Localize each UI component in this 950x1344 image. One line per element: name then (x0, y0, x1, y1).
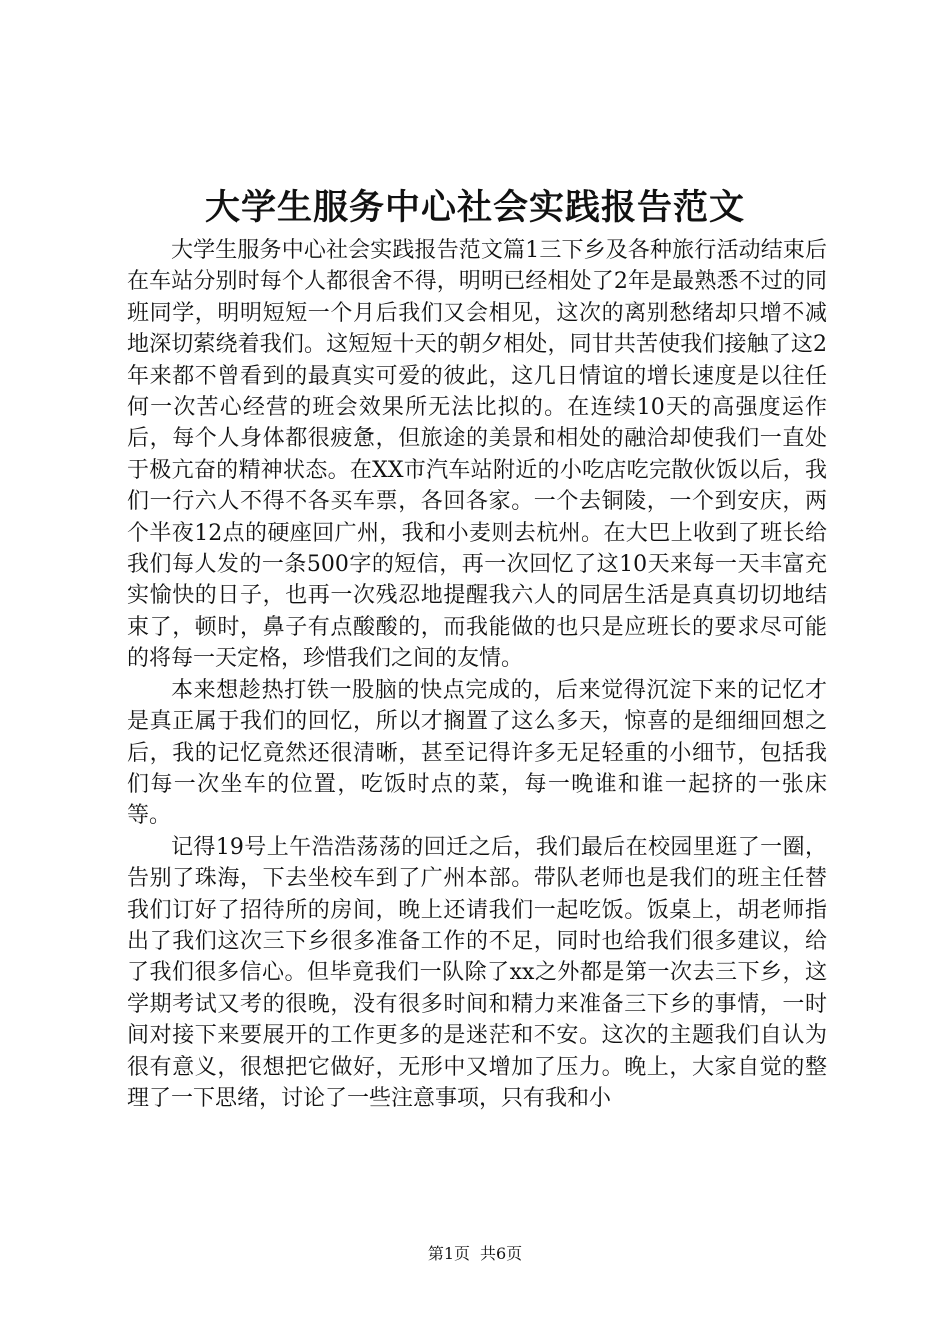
paragraph-1: 大学生服务中心社会实践报告范文篇1三下乡及各种旅行活动结束后在车站分别时每个人都很舍不得，明明已经相处了2年是最熟悉不过的同班同学，明明短短一个月后我们又会相见，这次的离别愁绪却只增不减地深切萦绕着我们。这短短十天的朝夕相处，同甘共苦使我们接触了这2年来都不曾看到的最真实可爱的彼此，这几日情谊的增长速度是以往任何一次苦心经营的班会效果所无法比拟的。在连续10天的高强度运作后，每个人身体都很疲惫，但旅途的美景和相处的融洽却使我们一直处于极亢奋的精神状态。在XX市汽车站附近的小吃店吃完散伙饭以后，我们一行六人不得不各买车票，各回各家。一个去铜陵，一个到安庆，两个半夜12点的硬座回广州，我和小麦则去杭州。在大巴上收到了班长给我们每人发的一条500字的短信，再一次回忆了这10天来每一天丰富充实愉快的日子，也再一次残忍地提醒我六人的同居生活是真真切切地结束了，顿时，鼻子有点酸酸的，而我能做的也只是应班长的要求尽可能的将每一天定格，珍惜我们之间的友情。 (127, 238, 827, 672)
paragraph-2: 本来想趁热打铁一股脑的快点完成的，后来觉得沉淀下来的记忆才是真正属于我们的回忆，所以才搁置了这么多天，惊喜的是细细回想之后，我的记忆竟然还很清晰，甚至记得许多无足轻重的小细节，包括我们每一次坐车的位置，吃饭时点的菜，每一晚谁和谁一起挤的一张床等。 (127, 677, 827, 829)
paragraph-3: 记得19号上午浩浩荡荡的回迁之后，我们最后在校园里逛了一圈，告别了珠海，下去坐校车到了广州本部。带队老师也是我们的班主任替我们订好了招待所的房间，晚上还请我们一起吃饭。饭桌上，胡老师指出了我们这次三下乡很多准备工作的不足，同时也给我们很多建议，给了我们很多信心。但毕竟我们一队除了xx之外都是第一次去三下乡，这学期考试又考的很晚，没有很多时间和精力来准备三下乡的事情，一时间对接下来要展开的工作更多的是迷茫和不安。这次的主题我们自认为很有意义，很想把它做好，无形中又增加了压力。晚上，大家自觉的整理了一下思绪，讨论了一些注意事项，只有我和小 (127, 834, 827, 1111)
page-number: 第1页 (427, 1244, 470, 1263)
page-total: 共6页 (480, 1244, 523, 1263)
page-footer (0, 1244, 950, 1264)
page-title: 大学生服务中心社会实践报告范文 (204, 187, 745, 228)
document-body (127, 235, 827, 1114)
